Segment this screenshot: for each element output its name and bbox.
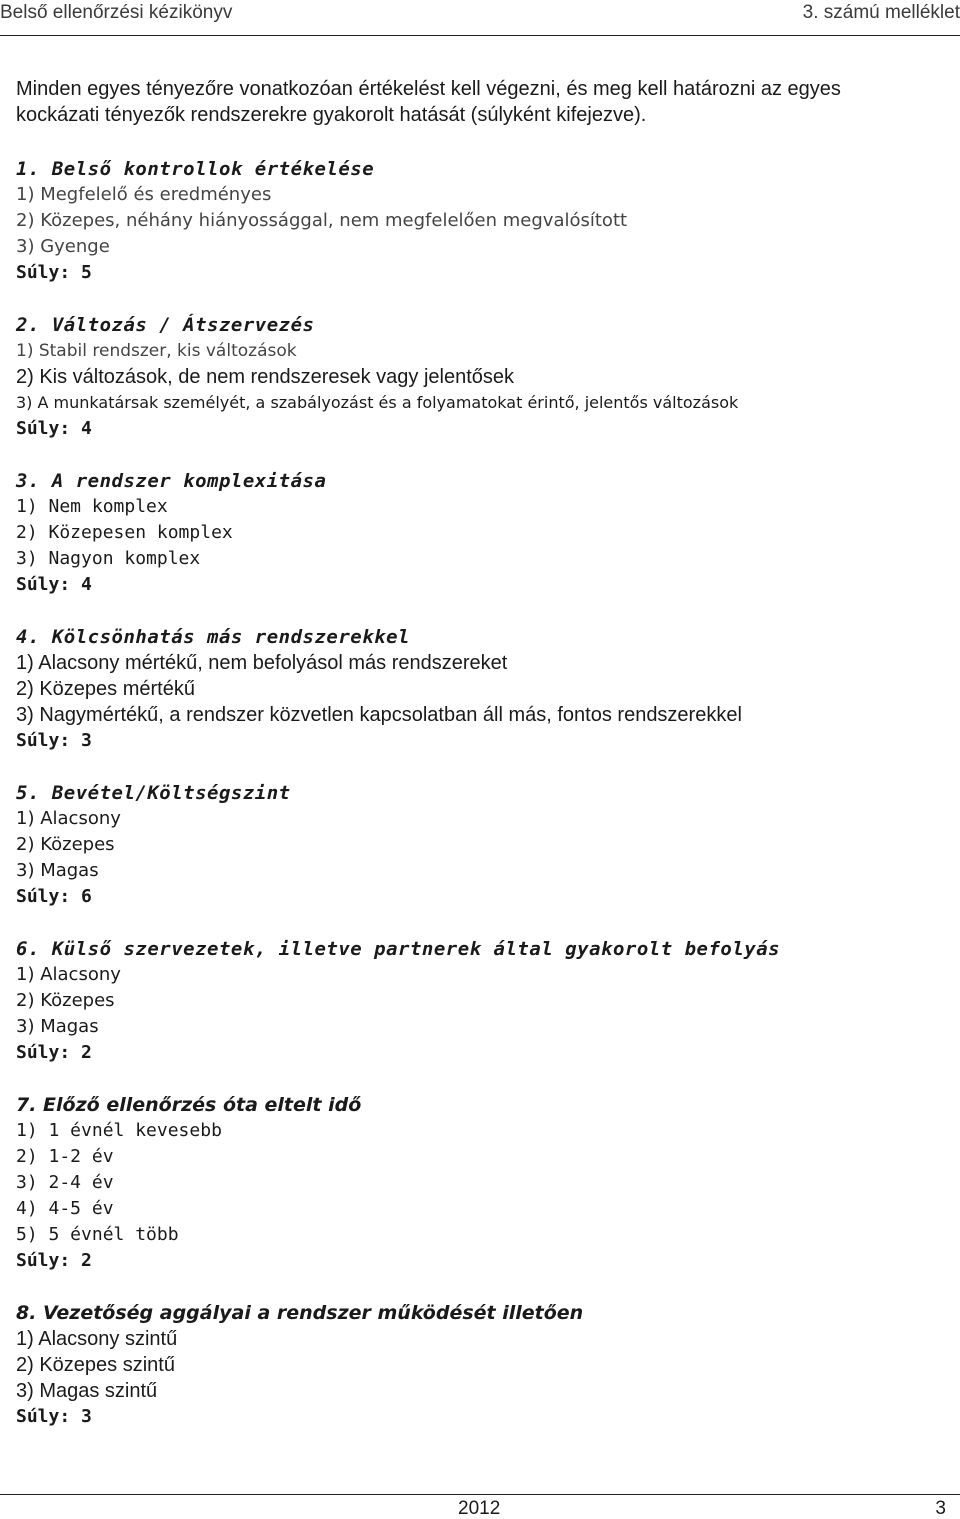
option-item: 2) Közepes mértékű [16, 678, 195, 700]
option-item: 3) Magas [16, 1016, 99, 1037]
option-item: 1) Alacsony [16, 964, 121, 985]
option-item: 3) 2-4 év [16, 1172, 114, 1193]
option-item: 1) 1 évnél kevesebb [16, 1120, 222, 1141]
option-item: 2) Közepes, néhány hiányossággal, nem megfelelően megvalósított [16, 210, 628, 231]
section-title: 3. A rendszer komplexitása [16, 470, 327, 492]
page-header [0, 0, 960, 36]
option-item: 2) Közepes [16, 834, 115, 855]
section-title: 2. Változás / Átszervezés [16, 314, 315, 336]
section-interaction [16, 624, 742, 754]
option-item: 2) Közepes [16, 990, 115, 1011]
weight-label: Súly: 6 [16, 886, 92, 907]
weight-label: Súly: 5 [16, 262, 92, 283]
option-item: 1) Alacsony mértékű, nem befolyásol más rendszereket [16, 652, 508, 674]
option-item: 1) Megfelelő és eredményes [16, 184, 272, 205]
section-revenue-cost [16, 780, 291, 910]
weight-label: Súly: 2 [16, 1250, 92, 1271]
footer-year: 2012 [458, 1498, 501, 1519]
section-title: 7. Előző ellenőrzés óta eltelt idő [16, 1094, 362, 1116]
option-item: 2) 1-2 év [16, 1146, 114, 1167]
option-item: 2) Közepes szintű [16, 1354, 175, 1376]
intro-line: kockázati tényezők rendszerekre gyakorolt hatását (súlyként kifejezve). [16, 104, 647, 126]
section-title: 8. Vezetőség aggályai a rendszer működését illetően [16, 1302, 584, 1324]
section-title: 6. Külső szervezetek, illetve partnerek által gyakorolt befolyás [16, 938, 781, 960]
option-item: 1) Alacsony [16, 808, 121, 829]
weight-label: Súly: 4 [16, 418, 92, 439]
option-item: 2) Közepesen komplex [16, 522, 233, 543]
section-change-reorganization [16, 312, 738, 442]
section-title: 5. Bevétel/Költségszint [16, 782, 291, 804]
section-internal-controls [16, 156, 627, 286]
section-management-concerns [16, 1300, 583, 1430]
annex-label: 3. számú melléklet [802, 2, 960, 23]
weight-label: Súly: 2 [16, 1042, 92, 1063]
option-item: 3) Magas [16, 860, 99, 881]
option-item: 3) Gyenge [16, 236, 110, 257]
section-external-influence [16, 936, 780, 1066]
option-item: 2) Kis változások, de nem rendszeresek vagy jelentősek [16, 366, 515, 388]
option-item: 3) Nagymértékű, a rendszer közvetlen kapcsolatban áll más, fontos rendszerekkel [16, 704, 742, 726]
section-complexity [16, 468, 326, 598]
option-item: 3) Magas szintű [16, 1380, 158, 1402]
page-footer [0, 1494, 960, 1519]
option-item: 3) A munkatársak személyét, a szabályozást és a folyamatokat érintő, jelentős változások [16, 393, 739, 412]
option-item: 4) 4-5 év [16, 1198, 114, 1219]
intro-paragraph [16, 76, 948, 128]
weight-label: Súly: 3 [16, 1406, 92, 1427]
section-time-since-audit [16, 1092, 361, 1274]
intro-line: Minden egyes tényezőre vonatkozóan értékelést kell végezni, és meg kell határozni az egyes [16, 78, 841, 100]
option-item: 1) Alacsony szintű [16, 1328, 178, 1350]
option-item: 5) 5 évnél több [16, 1224, 179, 1245]
section-title: 1. Belső kontrollok értékelése [16, 158, 375, 180]
page-number: 3 [935, 1498, 946, 1519]
document-title: Belső ellenőrzési kézikönyv [0, 2, 233, 23]
option-item: 1) Stabil rendszer, kis változások [16, 341, 297, 361]
option-item: 3) Nagyon komplex [16, 548, 201, 569]
weight-label: Súly: 4 [16, 574, 92, 595]
option-item: 1) Nem komplex [16, 496, 168, 517]
weight-label: Súly: 3 [16, 730, 92, 751]
section-title: 4. Kölcsönhatás más rendszerekkel [16, 626, 410, 648]
